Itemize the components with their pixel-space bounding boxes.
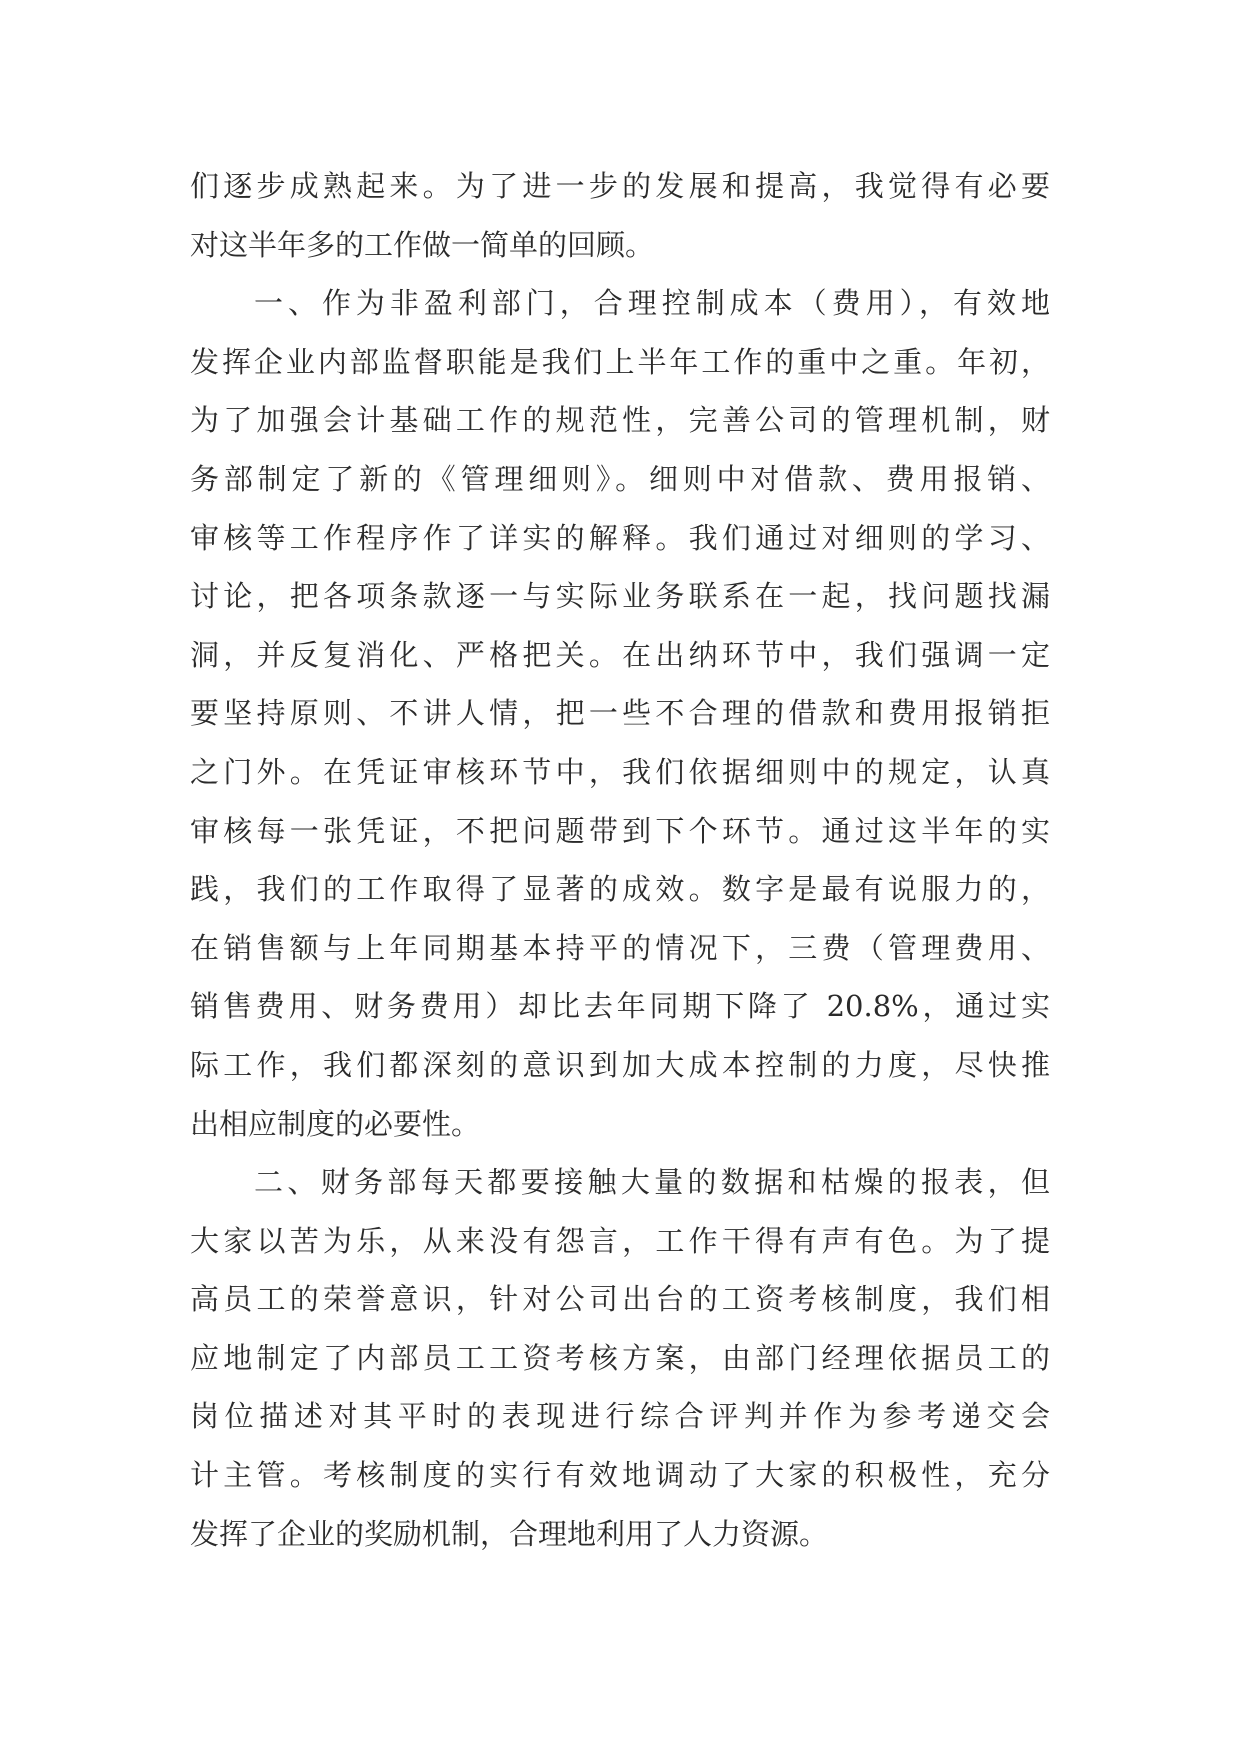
paragraph-line: 审核等工作程序作了详实的解释。我们通过对细则的学习、: [190, 520, 1050, 555]
paragraph-line: 二、财务部每天都要接触大量的数据和枯燥的报表，但: [254, 1165, 1050, 1200]
paragraph-line: 发挥企业内部监督职能是我们上半年工作的重中之重。年初，: [190, 344, 1050, 379]
paragraph-line: 要坚持原则、不讲人情，把一些不合理的借款和费用报销拒: [190, 696, 1050, 731]
paragraph-line: 们逐步成熟起来。为了进一步的发展和提高，我觉得有必要: [190, 169, 1050, 203]
paragraph-line: 岗位描述对其平时的表现进行综合评判并作为参考递交会: [190, 1399, 1050, 1434]
document-body: [190, 157, 1050, 1563]
paragraph-line: 发挥了企业的奖励机制，合理地利用了人力资源。: [190, 1516, 829, 1551]
paragraph-line: 务部制定了新的《管理细则》。细则中对借款、费用报销、: [190, 461, 1050, 496]
paragraph-line: 大家以苦为乐，从来没有怨言，工作干得有声有色。为了提: [190, 1223, 1050, 1258]
paragraph-line: 践，我们的工作取得了显著的成效。数字是最有说服力的，: [190, 872, 1050, 907]
paragraph-line: 一、作为非盈利部门，合理控制成本（费用），有效地: [254, 286, 1050, 321]
paragraph-line: 洞，并反复消化、严格把关。在出纳环节中，我们强调一定: [190, 637, 1050, 672]
paragraph-line: 出相应制度的必要性。: [190, 1106, 481, 1141]
paragraph-line: 高员工的荣誉意识，针对公司出台的工资考核制度，我们相: [190, 1282, 1050, 1317]
paragraph-line: 计主管。考核制度的实行有效地调动了大家的积极性，充分: [190, 1458, 1050, 1493]
paragraph-line: 为了加强会计基础工作的规范性，完善公司的管理机制，财: [190, 403, 1050, 438]
paragraph-line: 审核每一张凭证，不把问题带到下个环节。通过这半年的实: [190, 813, 1050, 848]
paragraph-line: 在销售额与上年同期基本持平的情况下，三费（管理费用、: [190, 930, 1050, 965]
paragraph-line: 销售费用、财务费用）却比去年同期下降了 20.8%，通过实: [190, 989, 1050, 1024]
paragraph-line: 对这半年多的工作做一简单的回顾。: [190, 227, 655, 262]
paragraph-line: 之门外。在凭证审核环节中，我们依据细则中的规定，认真: [190, 754, 1050, 789]
paragraph-line: 讨论，把各项条款逐一与实际业务联系在一起，找问题找漏: [190, 579, 1050, 614]
paragraph-line: 应地制定了内部员工工资考核方案，由部门经理依据员工的: [190, 1340, 1050, 1375]
paragraph-line: 际工作，我们都深刻的意识到加大成本控制的力度，尽快推: [190, 1047, 1050, 1082]
